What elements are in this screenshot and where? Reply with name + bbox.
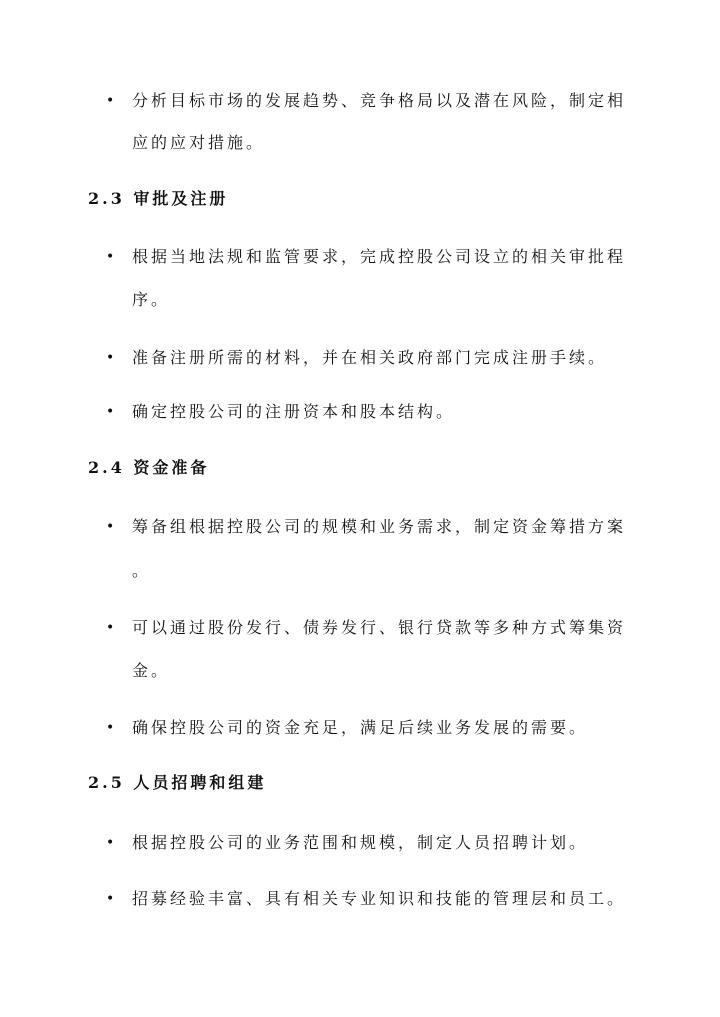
list-item-text: 招募经验丰富、具有相关专业知识和技能的管理层和员工。 <box>132 889 627 908</box>
section-heading-text: 2.4 资金准备 <box>88 458 210 477</box>
list-item-text: 金。 <box>132 661 171 680</box>
bullet: • <box>106 93 118 109</box>
section-heading-text: 2.3 审批及注册 <box>88 189 229 208</box>
bullet: • <box>106 720 118 736</box>
list-item <box>0 86 720 116</box>
list-item <box>0 884 720 914</box>
list-item-text: 可以通过股份发行、债券发行、银行贷款等多种方式筹集资 <box>132 618 627 637</box>
list-item-text: 筹备组根据控股公司的规模和业务需求，制定资金筹措方案 <box>132 517 627 536</box>
list-item-continuation <box>0 128 720 158</box>
section-heading <box>0 453 720 483</box>
list-item <box>0 713 720 743</box>
list-item <box>0 242 720 272</box>
list-item <box>0 613 720 643</box>
section-heading-text: 2.5 人员招聘和组建 <box>88 773 267 792</box>
list-item-continuation <box>0 285 720 315</box>
list-item <box>0 512 720 542</box>
list-item-text: 分析目标市场的发展趋势、竞争格局以及潜在风险，制定相 <box>132 91 627 110</box>
bullet: • <box>106 620 118 636</box>
section-heading <box>0 184 720 214</box>
bullet: • <box>106 891 118 907</box>
list-item-text: 确保控股公司的资金充足，满足后续业务发展的需要。 <box>132 718 589 737</box>
bullet: • <box>106 835 118 851</box>
list-item-text: 应的应对措施。 <box>132 133 266 152</box>
list-item-continuation <box>0 656 720 686</box>
bullet: • <box>106 519 118 535</box>
list-item <box>0 828 720 858</box>
section-heading <box>0 768 720 798</box>
list-item-text: 根据控股公司的业务范围和规模，制定人员招聘计划。 <box>132 833 589 852</box>
list-item-continuation <box>0 556 720 586</box>
bullet: • <box>106 249 118 265</box>
list-item <box>0 397 720 427</box>
bullet: • <box>106 404 118 420</box>
list-item-text: 根据当地法规和监管要求，完成控股公司设立的相关审批程 <box>132 247 627 266</box>
list-item-text: 。 <box>132 561 152 580</box>
bullet: • <box>106 350 118 366</box>
list-item-text: 确定控股公司的注册资本和股本结构。 <box>132 402 456 421</box>
list-item-text: 序。 <box>132 290 171 309</box>
list-item <box>0 343 720 373</box>
list-item-text: 准备注册所需的材料，并在相关政府部门完成注册手续。 <box>132 348 608 367</box>
